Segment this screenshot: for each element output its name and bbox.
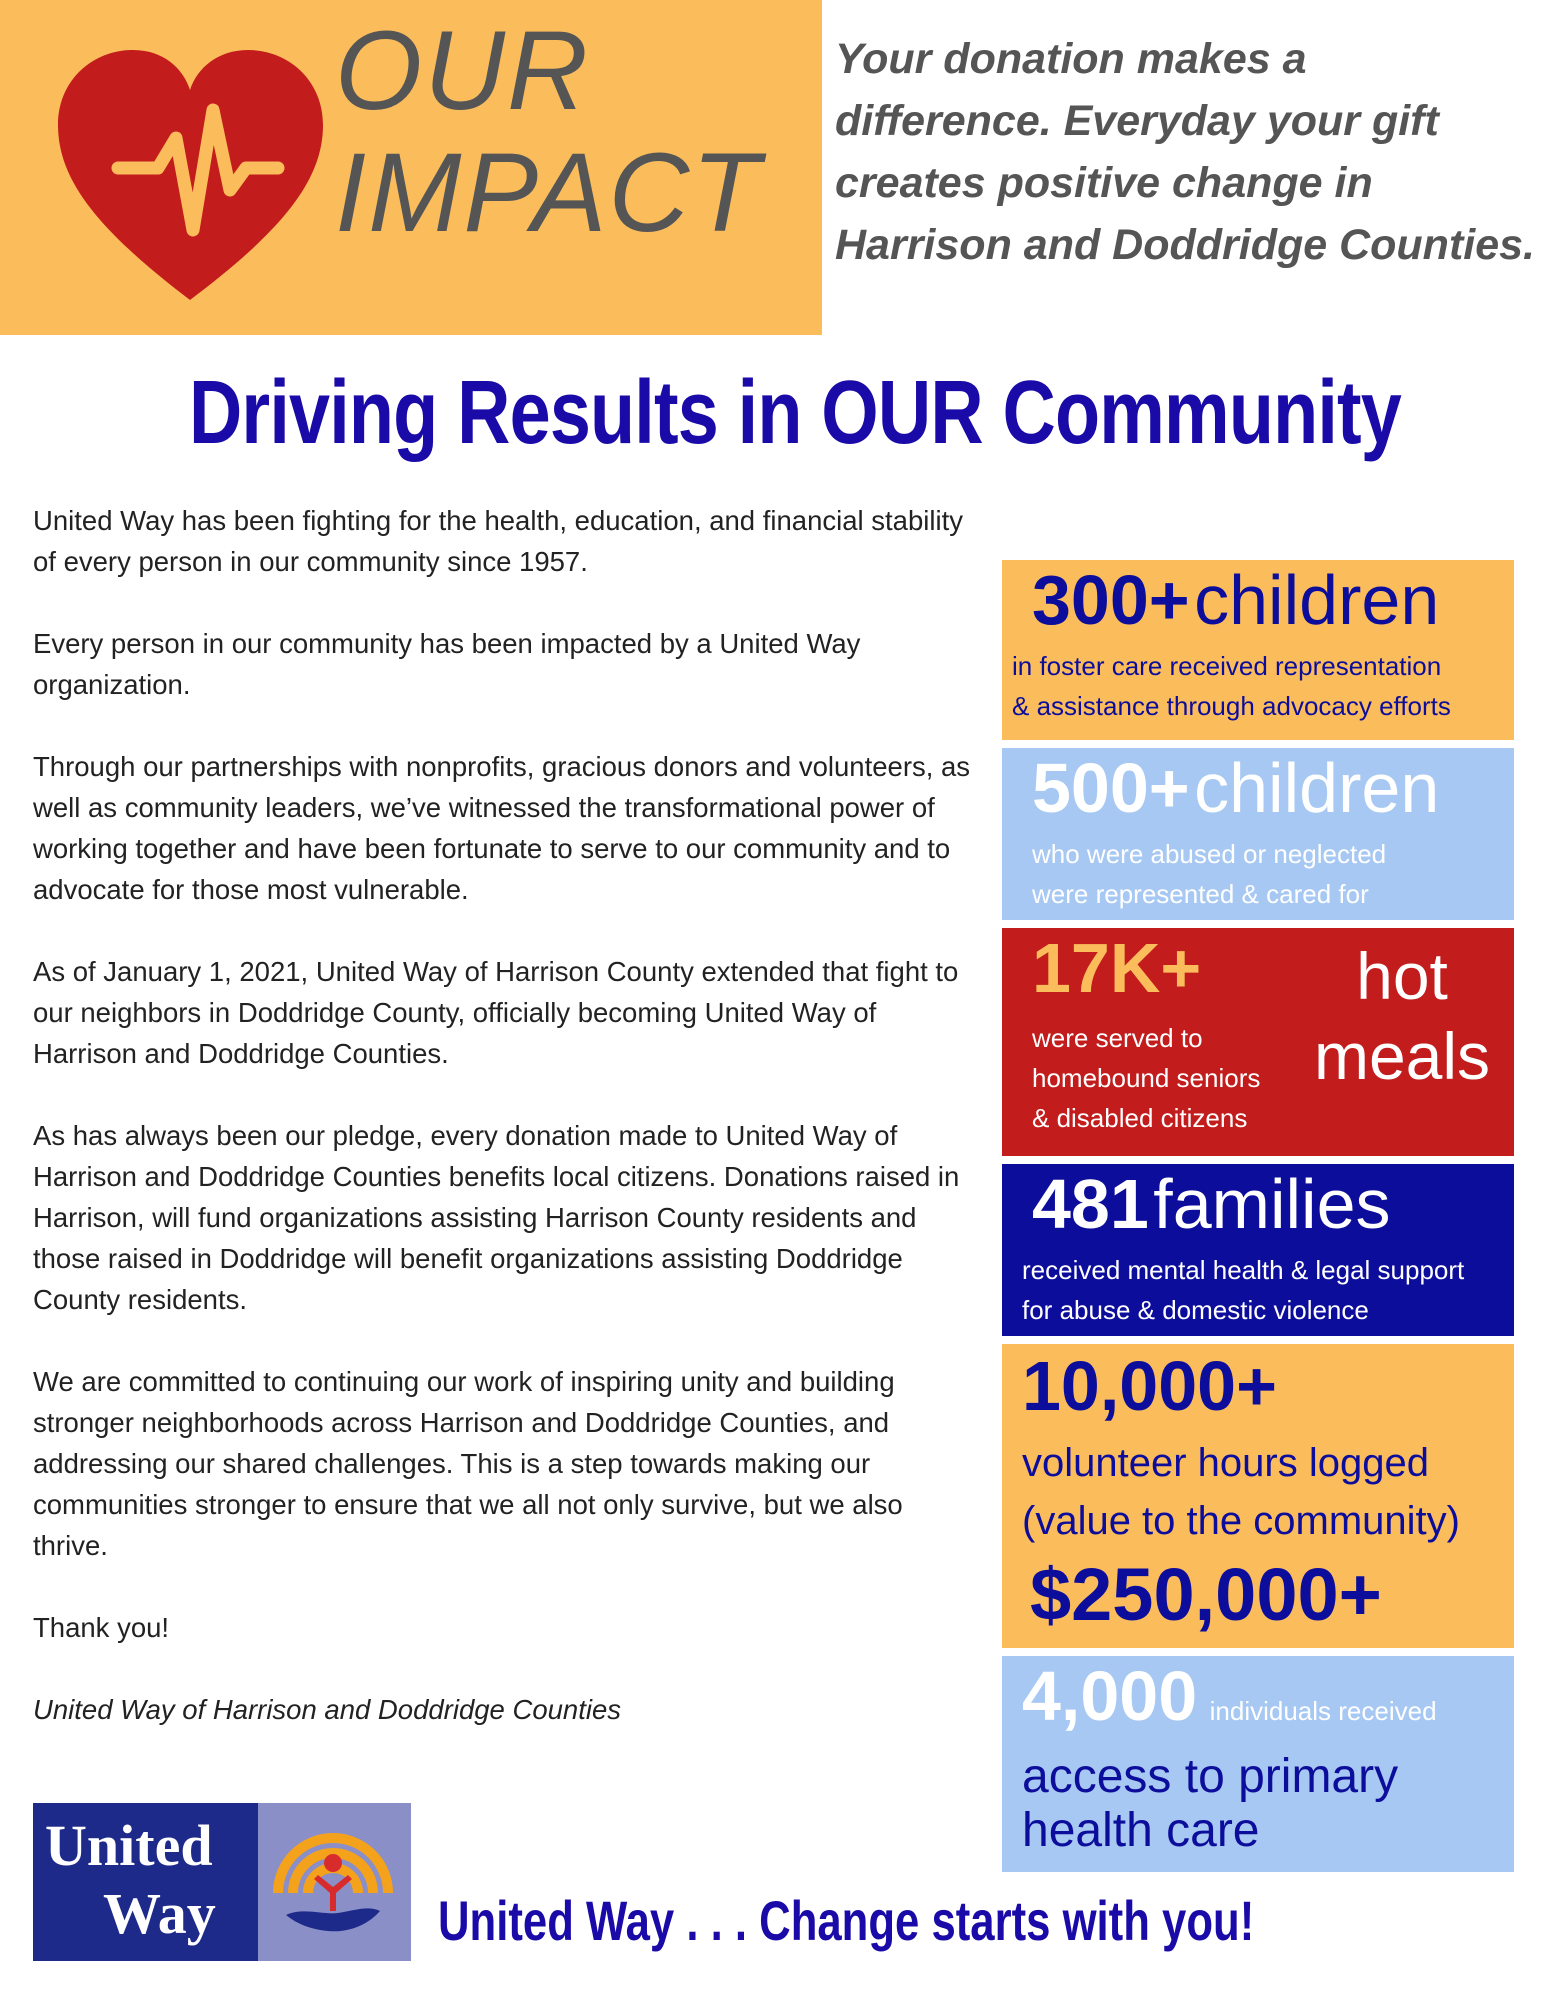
stat-card-abused-children <box>1002 748 1514 920</box>
stat-desc: access to primary <box>1022 1750 1399 1803</box>
logo-line: United <box>45 1813 213 1878</box>
paragraph: Thank you! <box>33 1612 170 1643</box>
stat-number: 500+ <box>1032 749 1190 827</box>
impact-title-line1: OUR <box>335 8 590 133</box>
paragraph: We are committed to continuing our work of inspiring unity and building stronger neighborhoods across Harrison and Doddridge Counties, and addressing our shared challenges. This is a step towards making our communities stronger to ensure that we all not only survive, but we also thrive. <box>33 1366 903 1561</box>
stat-card-families <box>1002 1164 1514 1336</box>
stat-value: $250,000+ <box>1030 1553 1382 1636</box>
stat-word: children <box>1194 561 1440 639</box>
stat-desc: homebound seniors <box>1032 1063 1261 1093</box>
stat-card-foster-children <box>1002 560 1514 740</box>
stat-word: children <box>1194 749 1440 827</box>
stat-card-hot-meals <box>1002 928 1514 1156</box>
heart-pulse-icon <box>58 50 323 305</box>
stat-desc: were served to <box>1032 1023 1203 1053</box>
paragraph: As of January 1, 2021, United Way of Harrison County extended that fight to our neighbors in Doddridge County, officially becoming United Way of Harrison and Doddridge Counties. <box>33 956 959 1069</box>
stat-number: 17K+ <box>1032 929 1202 1007</box>
stat-number: 300+ <box>1032 561 1190 639</box>
stat-number: 10,000+ <box>1022 1347 1277 1425</box>
stat-card-health-care <box>1002 1656 1514 1872</box>
stat-word: meals <box>1313 1019 1491 1093</box>
paragraph: As has always been our pledge, every donation made to United Way of Harrison and Doddridge Counties benefits local citizens. Donations raised in Harrison, will fund organizations assisting Harrison County residents and those raised in Doddridge will benefit organizations assisting Doddridge County residents. <box>33 1120 960 1315</box>
united-way-emblem-icon <box>268 1815 398 1950</box>
stat-desc: health care <box>1022 1804 1260 1857</box>
stat-number: 481 <box>1032 1165 1149 1243</box>
stat-desc: (value to the community) <box>1022 1499 1460 1543</box>
signature: United Way of Harrison and Doddridge Counties <box>33 1694 622 1725</box>
paragraph: Through our partnerships with nonprofits, gracious donors and volunteers, as well as community leaders, we’ve witnessed the transformational power of working together and have been fortunate to serve to our community and to advocate for those most vulnerable. <box>33 751 971 905</box>
logo-wordmark <box>45 1812 216 1948</box>
stat-word: families <box>1153 1165 1391 1243</box>
paragraph: Every person in our community has been impacted by a United Way organization. <box>33 628 861 700</box>
stat-desc: individuals received <box>1209 1696 1437 1726</box>
tagline: Your donation makes a difference. Everyday your gift creates positive change in Harrison and Doddridge Counties. <box>835 35 1535 269</box>
main-heading: Driving Results in OUR Community <box>188 363 1402 463</box>
stat-word: hot <box>1356 939 1448 1013</box>
stat-desc: for abuse & domestic violence <box>1022 1295 1369 1325</box>
stat-card-volunteer-hours <box>1002 1344 1514 1648</box>
stat-desc: in foster care received representation <box>1012 651 1442 681</box>
body-text <box>33 500 983 1730</box>
slogan: United Way . . . Change starts with you! <box>438 1889 1255 1952</box>
stat-desc: were represented & cared for <box>1032 879 1369 909</box>
stat-number: 4,000 <box>1022 1657 1198 1735</box>
stat-desc: who were abused or neglected <box>1032 839 1387 869</box>
stat-desc: received mental health & legal support <box>1022 1255 1465 1285</box>
stat-desc: & disabled citizens <box>1032 1103 1248 1133</box>
impact-title <box>335 10 762 254</box>
logo-line: Way <box>103 1881 216 1946</box>
stat-desc: volunteer hours logged <box>1022 1441 1429 1485</box>
stat-desc: & assistance through advocacy efforts <box>1012 691 1451 721</box>
impact-title-line2: IMPACT <box>335 130 762 255</box>
paragraph: United Way has been fighting for the health, education, and financial stability of every person in our community since 1957. <box>33 505 963 577</box>
